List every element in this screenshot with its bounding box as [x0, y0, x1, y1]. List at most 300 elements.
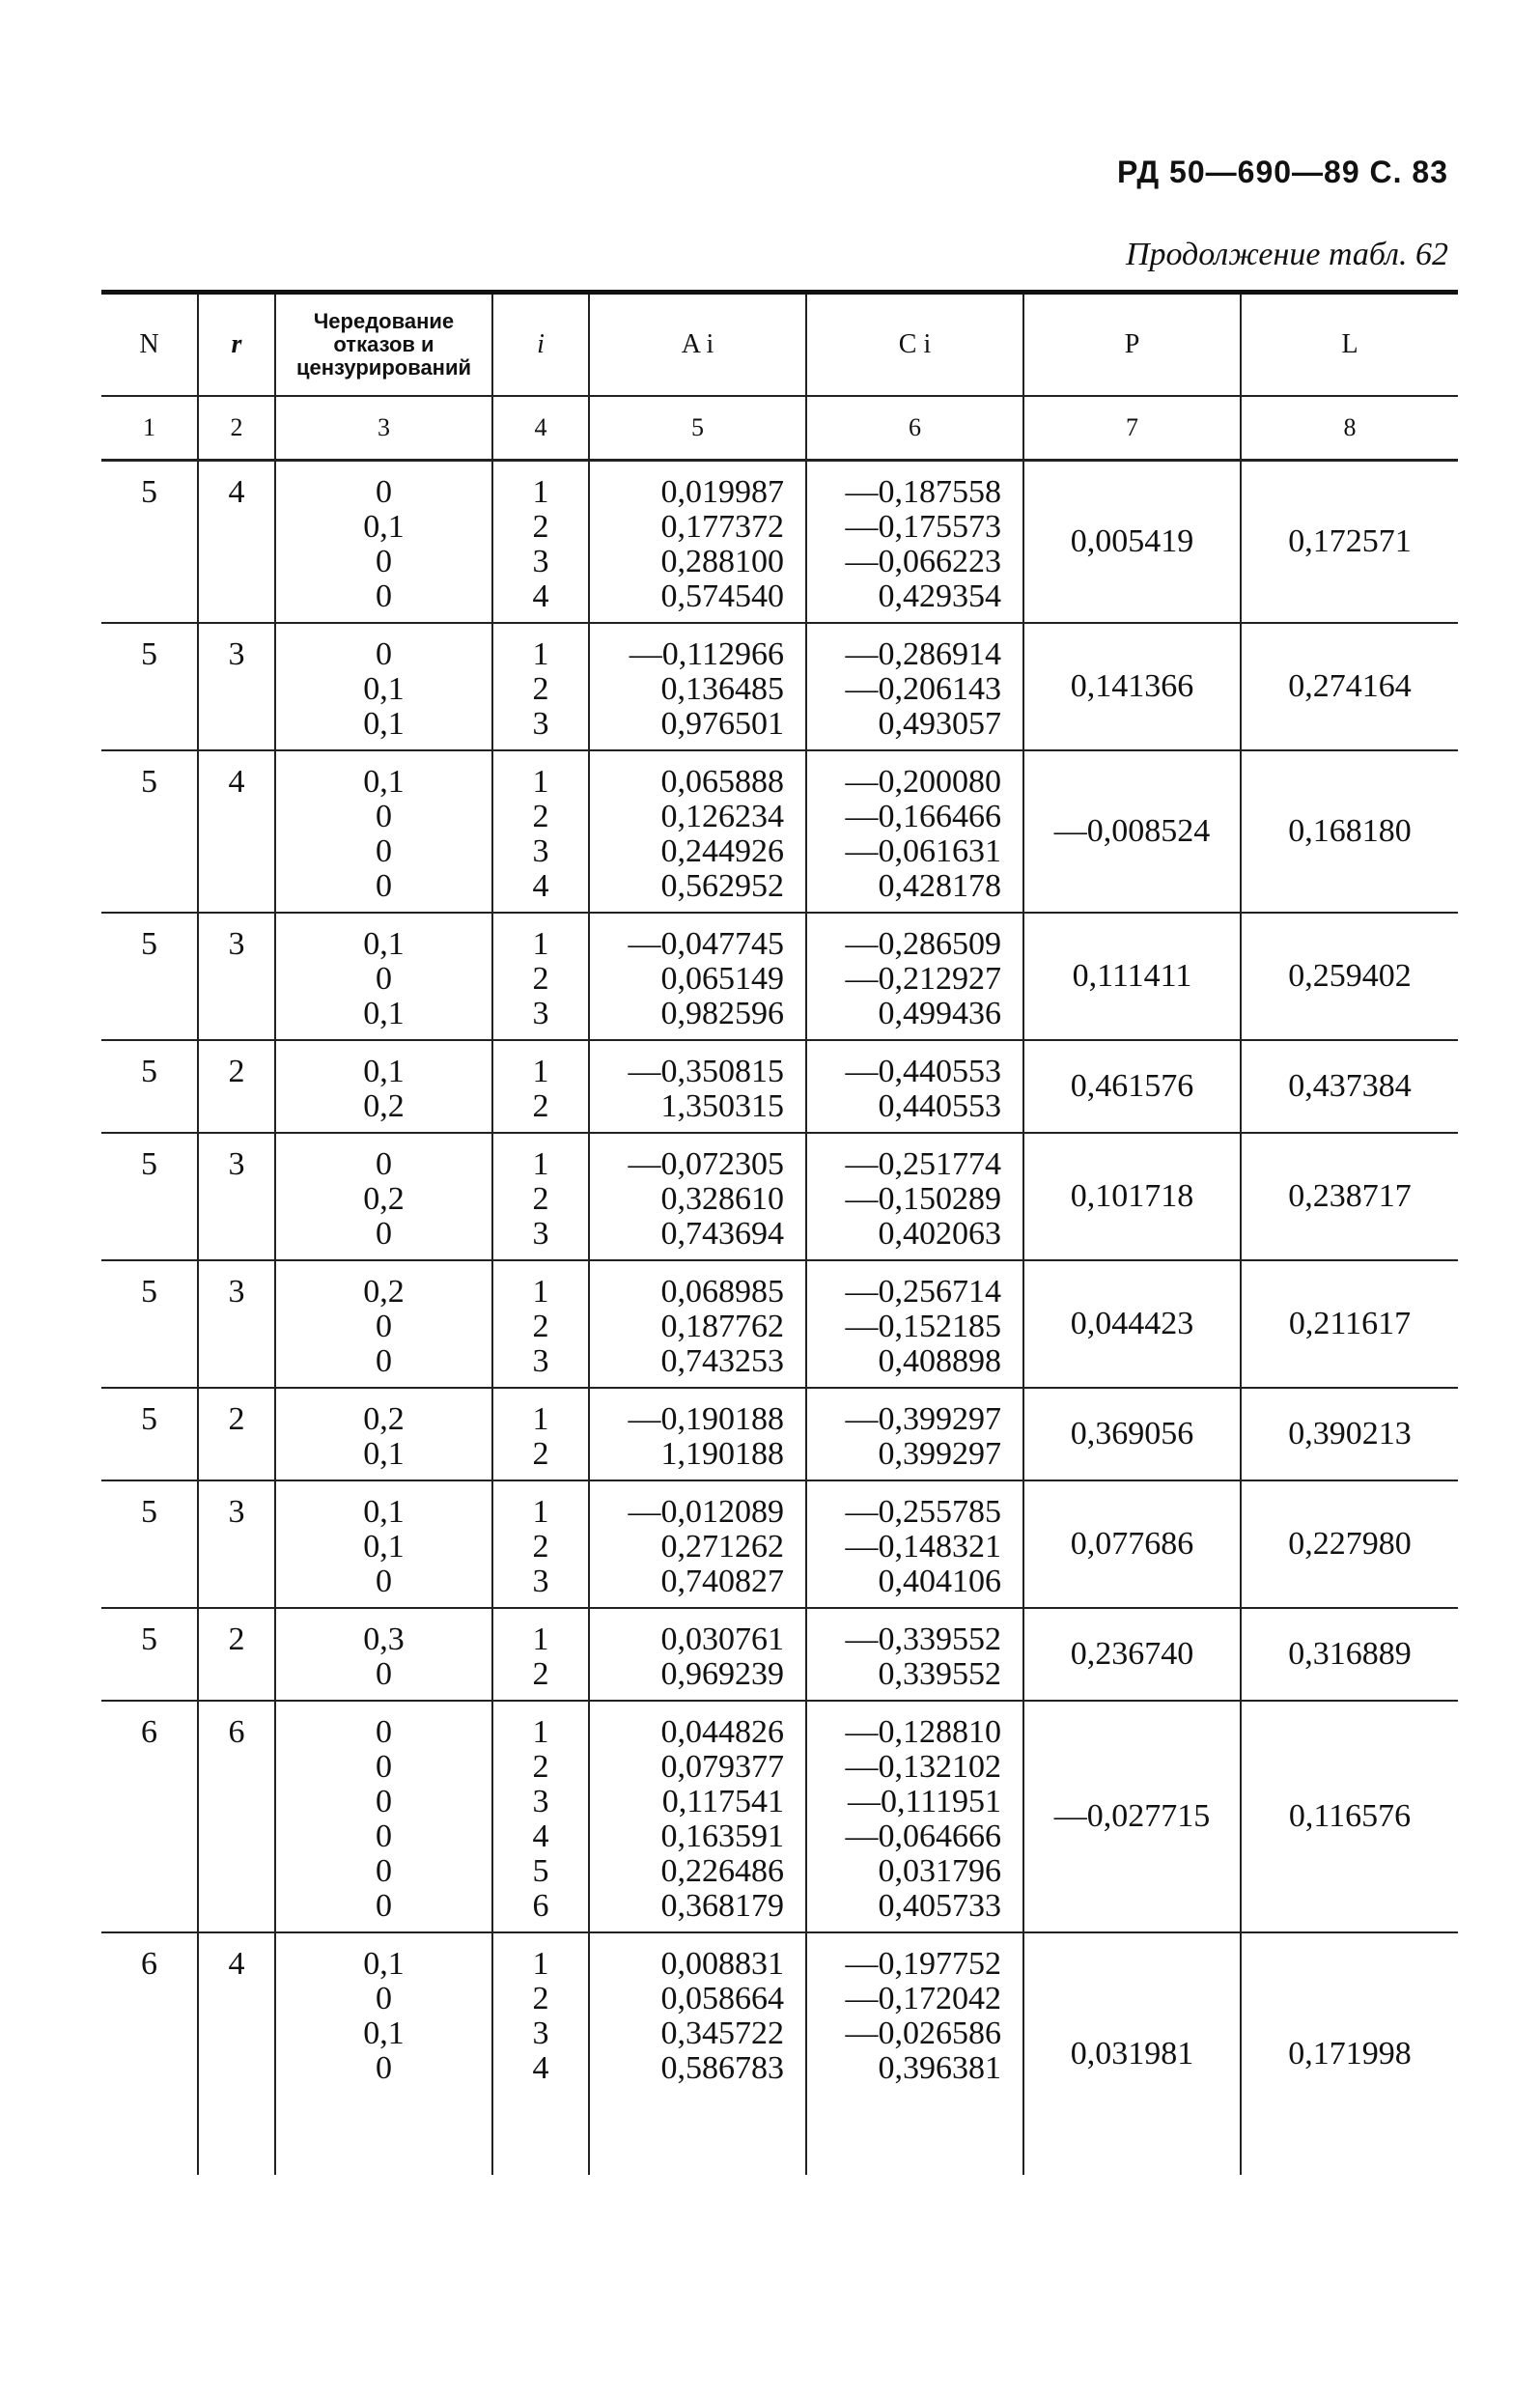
column-header-c: C i — [806, 295, 1023, 396]
cell-c — [806, 1701, 1023, 1932]
cell-a-value: 0,177372 — [660, 509, 784, 545]
cell-i-value: 3 — [532, 1564, 549, 1599]
cell-r-value: 2 — [228, 1054, 245, 1089]
cell-c-value: —0,212927 — [845, 961, 1001, 997]
cell-i-value: 4 — [532, 1818, 549, 1854]
cell-c-value: —0,286509 — [845, 926, 1001, 962]
cell-c-value: —0,172042 — [845, 1981, 1001, 2016]
cell-n-value: 5 — [141, 636, 157, 672]
table-row — [101, 1133, 1458, 1260]
cell-i — [492, 1388, 589, 1480]
cell-l: 0,390213 — [1241, 1388, 1458, 1480]
cell-i-value: 1 — [532, 1401, 549, 1437]
cell-l: 0,437384 — [1241, 1040, 1458, 1133]
cell-i-value: 1 — [532, 1146, 549, 1182]
cell-n — [101, 1480, 198, 1608]
cell-i-value: 2 — [532, 1749, 549, 1785]
cell-alternation-value: 0 — [376, 1714, 392, 1750]
cell-alternation — [275, 913, 492, 1040]
cell-a — [589, 1480, 806, 1608]
cell-n-value: 5 — [141, 474, 157, 510]
column-header-n: N — [101, 295, 198, 396]
cell-i — [492, 750, 589, 913]
cell-c-value: 0,396381 — [878, 2050, 1001, 2086]
cell-a — [589, 1608, 806, 1701]
cell-a-value: 0,743694 — [660, 1216, 784, 1252]
table-row — [101, 1932, 1458, 2175]
cell-c — [806, 1040, 1023, 1133]
cell-r-value: 3 — [228, 636, 245, 672]
cell-l: 0,316889 — [1241, 1608, 1458, 1701]
cell-i-value: 2 — [532, 671, 549, 707]
cell-l: 0,171998 — [1241, 1932, 1458, 2175]
table-row — [101, 1480, 1458, 1608]
cell-l: 0,172571 — [1241, 461, 1458, 624]
cell-a-value: —0,072305 — [628, 1146, 784, 1182]
cell-i-value: 2 — [532, 799, 549, 834]
cell-i-value: 2 — [532, 1088, 549, 1124]
cell-n-value: 5 — [141, 926, 157, 962]
cell-a-value: 0,163591 — [660, 1818, 784, 1854]
cell-l: 0,274164 — [1241, 623, 1458, 750]
cell-a-value: 0,345722 — [660, 2015, 784, 2051]
cell-alternation — [275, 1932, 492, 2175]
cell-i-value: 4 — [532, 2050, 549, 2086]
cell-alternation-value: 0 — [376, 1749, 392, 1785]
cell-c-value: —0,255785 — [845, 1494, 1001, 1530]
cell-a-value: 0,328610 — [660, 1181, 784, 1217]
cell-c-value: 0,339552 — [878, 1656, 1001, 1692]
cell-i — [492, 1040, 589, 1133]
cell-a — [589, 1388, 806, 1480]
column-number: 6 — [806, 396, 1023, 461]
cell-n-value: 5 — [141, 1274, 157, 1310]
column-header-alternation: Чередование отказов и цензурирований — [275, 295, 492, 396]
cell-alternation — [275, 1480, 492, 1608]
cell-i — [492, 913, 589, 1040]
cell-a — [589, 1133, 806, 1260]
cell-alternation-value: 0 — [376, 1216, 392, 1252]
cell-i-value: 5 — [532, 1853, 549, 1889]
cell-c — [806, 461, 1023, 624]
cell-n-value: 5 — [141, 1401, 157, 1437]
cell-a-value: —0,012089 — [628, 1494, 784, 1530]
cell-c-value: 0,440553 — [878, 1088, 1001, 1124]
cell-i-value: 2 — [532, 509, 549, 545]
cell-i-value: 2 — [532, 1436, 549, 1472]
cell-alternation-value: 0 — [376, 1146, 392, 1182]
cell-c — [806, 1388, 1023, 1480]
cell-n — [101, 1608, 198, 1701]
cell-r — [198, 461, 275, 624]
cell-alternation-value: 0 — [376, 474, 392, 510]
cell-c — [806, 623, 1023, 750]
cell-alternation-value: 0,3 — [363, 1621, 405, 1657]
cell-n — [101, 1133, 198, 1260]
cell-c-value: —0,152185 — [845, 1309, 1001, 1344]
cell-alternation-value: 0,1 — [363, 706, 405, 742]
column-number: 8 — [1241, 396, 1458, 461]
cell-c-value: —0,111951 — [848, 1784, 1001, 1819]
cell-alternation-value: 0 — [376, 1564, 392, 1599]
cell-r-value: 4 — [228, 1946, 245, 1982]
cell-c — [806, 1133, 1023, 1260]
cell-i — [492, 1260, 589, 1388]
cell-alternation-value: 0,1 — [363, 1054, 405, 1089]
column-header-p: P — [1023, 295, 1241, 396]
cell-a-value: 0,562952 — [660, 868, 784, 904]
cell-a-value: 0,586783 — [660, 2050, 784, 2086]
cell-n-value: 6 — [141, 1714, 157, 1750]
cell-alternation — [275, 750, 492, 913]
column-number: 2 — [198, 396, 275, 461]
cell-c-value: 0,428178 — [878, 868, 1001, 904]
cell-p: 0,077686 — [1023, 1480, 1241, 1608]
cell-c — [806, 1932, 1023, 2175]
cell-alternation-value: 0,1 — [363, 1946, 405, 1982]
cell-i-value: 1 — [532, 1494, 549, 1530]
cell-i-value: 3 — [532, 2015, 549, 2051]
table-body — [101, 461, 1458, 2176]
cell-c-value: —0,061631 — [845, 833, 1001, 869]
cell-l: 0,227980 — [1241, 1480, 1458, 1608]
cell-c-value: 0,499436 — [878, 996, 1001, 1031]
cell-c-value: 0,402063 — [878, 1216, 1001, 1252]
cell-alternation-value: 0 — [376, 544, 392, 579]
cell-c-value: —0,064666 — [845, 1818, 1001, 1854]
cell-c-value: —0,197752 — [845, 1946, 1001, 1982]
column-number: 5 — [589, 396, 806, 461]
cell-a-value: 0,058664 — [660, 1981, 784, 2016]
cell-a-value: 0,271262 — [660, 1529, 784, 1564]
cell-r — [198, 1701, 275, 1932]
cell-n — [101, 750, 198, 913]
cell-alternation-value: 0,1 — [363, 1529, 405, 1564]
cell-alternation-value: 0 — [376, 1853, 392, 1889]
cell-c-value: —0,251774 — [845, 1146, 1001, 1182]
cell-p: 0,236740 — [1023, 1608, 1241, 1701]
table-header-row — [101, 295, 1458, 396]
cell-l: 0,238717 — [1241, 1133, 1458, 1260]
cell-r-value: 4 — [228, 764, 245, 800]
cell-r-value: 4 — [228, 474, 245, 510]
cell-l: 0,168180 — [1241, 750, 1458, 913]
cell-p: —0,027715 — [1023, 1701, 1241, 1932]
cell-i-value: 4 — [532, 578, 549, 614]
cell-c-value: —0,128810 — [845, 1714, 1001, 1750]
cell-i — [492, 1608, 589, 1701]
cell-a — [589, 1701, 806, 1932]
cell-a-value: 0,976501 — [660, 706, 784, 742]
data-table-container — [101, 295, 1458, 2175]
table-row — [101, 913, 1458, 1040]
cell-a-value: —0,350815 — [628, 1054, 784, 1089]
cell-alternation-value: 0 — [376, 1343, 392, 1379]
cell-i-value: 1 — [532, 926, 549, 962]
cell-c-value: —0,339552 — [845, 1621, 1001, 1657]
cell-c-value: —0,286914 — [845, 636, 1001, 672]
cell-i-value: 6 — [532, 1888, 549, 1924]
cell-alternation — [275, 623, 492, 750]
cell-i-value: 3 — [532, 833, 549, 869]
cell-c-value: 0,405733 — [878, 1888, 1001, 1924]
table-continuation-caption: Продолжение табл. 62 — [1125, 237, 1448, 272]
cell-i-value: 1 — [532, 1621, 549, 1657]
cell-alternation-value: 0 — [376, 799, 392, 834]
cell-alternation — [275, 1701, 492, 1932]
cell-n — [101, 461, 198, 624]
cell-n — [101, 623, 198, 750]
page-reference: РД 50—690—89 С. 83 — [1117, 155, 1448, 189]
cell-c — [806, 750, 1023, 913]
cell-c-value: 0,429354 — [878, 578, 1001, 614]
cell-p: 0,044423 — [1023, 1260, 1241, 1388]
cell-a — [589, 913, 806, 1040]
cell-c-value: 0,404106 — [878, 1564, 1001, 1599]
cell-alternation-value: 0 — [376, 1981, 392, 2016]
column-header-a: A i — [589, 295, 806, 396]
cell-r-value: 3 — [228, 1274, 245, 1310]
cell-i-value: 2 — [532, 1309, 549, 1344]
column-number: 1 — [101, 396, 198, 461]
column-header-i: i — [492, 295, 589, 396]
cell-a — [589, 461, 806, 624]
cell-alternation — [275, 1608, 492, 1701]
cell-alternation-value: 0,1 — [363, 926, 405, 962]
cell-a — [589, 1932, 806, 2175]
column-header-l: L — [1241, 295, 1458, 396]
cell-a-value: 0,065888 — [660, 764, 784, 800]
cell-n-value: 6 — [141, 1946, 157, 1982]
cell-p: 0,031981 — [1023, 1932, 1241, 2175]
column-number-row — [101, 396, 1458, 461]
column-number: 4 — [492, 396, 589, 461]
cell-n — [101, 1260, 198, 1388]
cell-r — [198, 1480, 275, 1608]
cell-alternation-value: 0 — [376, 1656, 392, 1692]
cell-n-value: 5 — [141, 1621, 157, 1657]
cell-a-value: 0,044826 — [660, 1714, 784, 1750]
cell-a-value: 0,368179 — [660, 1888, 784, 1924]
table-row — [101, 461, 1458, 624]
cell-r — [198, 1608, 275, 1701]
cell-c-value: —0,166466 — [845, 799, 1001, 834]
cell-alternation-value: 0,1 — [363, 2015, 405, 2051]
cell-r-value: 3 — [228, 1494, 245, 1530]
cell-r — [198, 750, 275, 913]
cell-a-value: 0,136485 — [660, 671, 784, 707]
cell-a-value: —0,190188 — [628, 1401, 784, 1437]
cell-a-value: 0,244926 — [660, 833, 784, 869]
cell-i-value: 2 — [532, 961, 549, 997]
cell-i-value: 2 — [532, 1656, 549, 1692]
cell-r-value: 2 — [228, 1621, 245, 1657]
cell-a-value: 0,288100 — [660, 544, 784, 579]
cell-l: 0,211617 — [1241, 1260, 1458, 1388]
cell-n — [101, 1040, 198, 1133]
cell-c-value: —0,256714 — [845, 1274, 1001, 1310]
cell-r — [198, 913, 275, 1040]
cell-i — [492, 1480, 589, 1608]
cell-c-value: —0,066223 — [845, 544, 1001, 579]
cell-alternation — [275, 461, 492, 624]
cell-a-value: —0,112966 — [629, 636, 784, 672]
table-row — [101, 1388, 1458, 1480]
cell-c-value: 0,399297 — [878, 1436, 1001, 1472]
cell-a — [589, 1040, 806, 1133]
cell-n-value: 5 — [141, 1494, 157, 1530]
cell-i-value: 1 — [532, 1274, 549, 1310]
cell-a-value: 0,030761 — [660, 1621, 784, 1657]
cell-c-value: —0,187558 — [845, 474, 1001, 510]
cell-a-value: 0,969239 — [660, 1656, 784, 1692]
cell-n-value: 5 — [141, 1146, 157, 1182]
cell-p: 0,111411 — [1023, 913, 1241, 1040]
cell-i — [492, 461, 589, 624]
column-number: 3 — [275, 396, 492, 461]
cell-alternation-value: 0 — [376, 1784, 392, 1819]
column-number: 7 — [1023, 396, 1241, 461]
cell-alternation — [275, 1388, 492, 1480]
cell-alternation — [275, 1133, 492, 1260]
cell-r — [198, 1388, 275, 1480]
cell-r — [198, 1260, 275, 1388]
cell-i — [492, 1701, 589, 1932]
cell-a-value: 0,068985 — [660, 1274, 784, 1310]
cell-i-value: 3 — [532, 1784, 549, 1819]
cell-i-value: 2 — [532, 1181, 549, 1217]
cell-a-value: 0,065149 — [660, 961, 784, 997]
cell-n — [101, 1388, 198, 1480]
cell-i — [492, 1133, 589, 1260]
cell-l: 0,116576 — [1241, 1701, 1458, 1932]
cell-p: 0,005419 — [1023, 461, 1241, 624]
cell-i-value: 1 — [532, 1054, 549, 1089]
cell-r — [198, 1040, 275, 1133]
cell-alternation-value: 0 — [376, 2050, 392, 2086]
cell-r-value: 6 — [228, 1714, 245, 1750]
cell-n — [101, 913, 198, 1040]
cell-c-value: —0,148321 — [845, 1529, 1001, 1564]
cell-alternation-value: 0,1 — [363, 764, 405, 800]
cell-n — [101, 1932, 198, 2175]
cell-c — [806, 1608, 1023, 1701]
cell-p: 0,461576 — [1023, 1040, 1241, 1133]
cell-i — [492, 1932, 589, 2175]
table-row — [101, 1260, 1458, 1388]
cell-c-value: —0,026586 — [845, 2015, 1001, 2051]
cell-r-value: 3 — [228, 1146, 245, 1182]
cell-c — [806, 1260, 1023, 1388]
cell-i-value: 2 — [532, 1529, 549, 1564]
cell-alternation-value: 0 — [376, 1888, 392, 1924]
cell-a-value: 0,126234 — [660, 799, 784, 834]
cell-alternation-value: 0 — [376, 868, 392, 904]
cell-a-value: 0,008831 — [660, 1946, 784, 1982]
cell-a-value: 0,574540 — [660, 578, 784, 614]
cell-a-value: 0,117541 — [661, 1784, 784, 1819]
data-table — [101, 295, 1458, 2175]
cell-c-value: —0,175573 — [845, 509, 1001, 545]
cell-alternation-value: 0 — [376, 961, 392, 997]
cell-i-value: 1 — [532, 1714, 549, 1750]
cell-i-value: 1 — [532, 636, 549, 672]
column-header-r: r — [198, 295, 275, 396]
table-row — [101, 623, 1458, 750]
cell-alternation-value: 0 — [376, 833, 392, 869]
cell-c-value: —0,200080 — [845, 764, 1001, 800]
cell-a-value: 0,982596 — [660, 996, 784, 1031]
cell-p: 0,101718 — [1023, 1133, 1241, 1260]
cell-a-value: —0,047745 — [628, 926, 784, 962]
cell-i-value: 3 — [532, 1216, 549, 1252]
cell-c-value: 0,031796 — [878, 1853, 1001, 1889]
cell-i-value: 1 — [532, 764, 549, 800]
cell-c — [806, 1480, 1023, 1608]
cell-c-value: —0,150289 — [845, 1181, 1001, 1217]
cell-alternation-value: 0 — [376, 1309, 392, 1344]
cell-c-value: —0,132102 — [845, 1749, 1001, 1785]
cell-r — [198, 1932, 275, 2175]
cell-r — [198, 1133, 275, 1260]
cell-i-value: 3 — [532, 996, 549, 1031]
cell-i-value: 1 — [532, 474, 549, 510]
cell-c-value: —0,206143 — [845, 671, 1001, 707]
cell-alternation-value: 0,2 — [363, 1181, 405, 1217]
cell-i-value: 3 — [532, 706, 549, 742]
cell-i-value: 3 — [532, 544, 549, 579]
cell-a-value: 0,740827 — [660, 1564, 784, 1599]
cell-n-value: 5 — [141, 1054, 157, 1089]
cell-alternation — [275, 1040, 492, 1133]
table-row — [101, 1701, 1458, 1932]
cell-i-value: 1 — [532, 1946, 549, 1982]
cell-alternation-value: 0,2 — [363, 1274, 405, 1310]
cell-alternation — [275, 1260, 492, 1388]
table-row — [101, 1608, 1458, 1701]
cell-a-value: 1,350315 — [660, 1088, 784, 1124]
cell-p: —0,008524 — [1023, 750, 1241, 913]
cell-c-value: 0,408898 — [878, 1343, 1001, 1379]
cell-p: 0,141366 — [1023, 623, 1241, 750]
cell-i-value: 3 — [532, 1343, 549, 1379]
cell-alternation-value: 0,2 — [363, 1088, 405, 1124]
cell-alternation-value: 0,1 — [363, 1494, 405, 1530]
cell-l: 0,259402 — [1241, 913, 1458, 1040]
cell-p: 0,369056 — [1023, 1388, 1241, 1480]
cell-a-value: 0,019987 — [660, 474, 784, 510]
cell-alternation-value: 0,1 — [363, 509, 405, 545]
cell-c-value: 0,493057 — [878, 706, 1001, 742]
cell-alternation-value: 0,2 — [363, 1401, 405, 1437]
cell-a-value: 1,190188 — [660, 1436, 784, 1472]
table-row — [101, 1040, 1458, 1133]
cell-alternation-value: 0 — [376, 1818, 392, 1854]
cell-a-value: 0,743253 — [660, 1343, 784, 1379]
cell-c-value: —0,440553 — [845, 1054, 1001, 1089]
cell-i-value: 4 — [532, 868, 549, 904]
cell-a — [589, 750, 806, 913]
table-row — [101, 750, 1458, 913]
cell-i — [492, 623, 589, 750]
cell-i-value: 2 — [532, 1981, 549, 2016]
cell-a-value: 0,226486 — [660, 1853, 784, 1889]
cell-alternation-value: 0 — [376, 578, 392, 614]
cell-a-value: 0,079377 — [660, 1749, 784, 1785]
cell-a-value: 0,187762 — [660, 1309, 784, 1344]
cell-r-value: 3 — [228, 926, 245, 962]
cell-n — [101, 1701, 198, 1932]
